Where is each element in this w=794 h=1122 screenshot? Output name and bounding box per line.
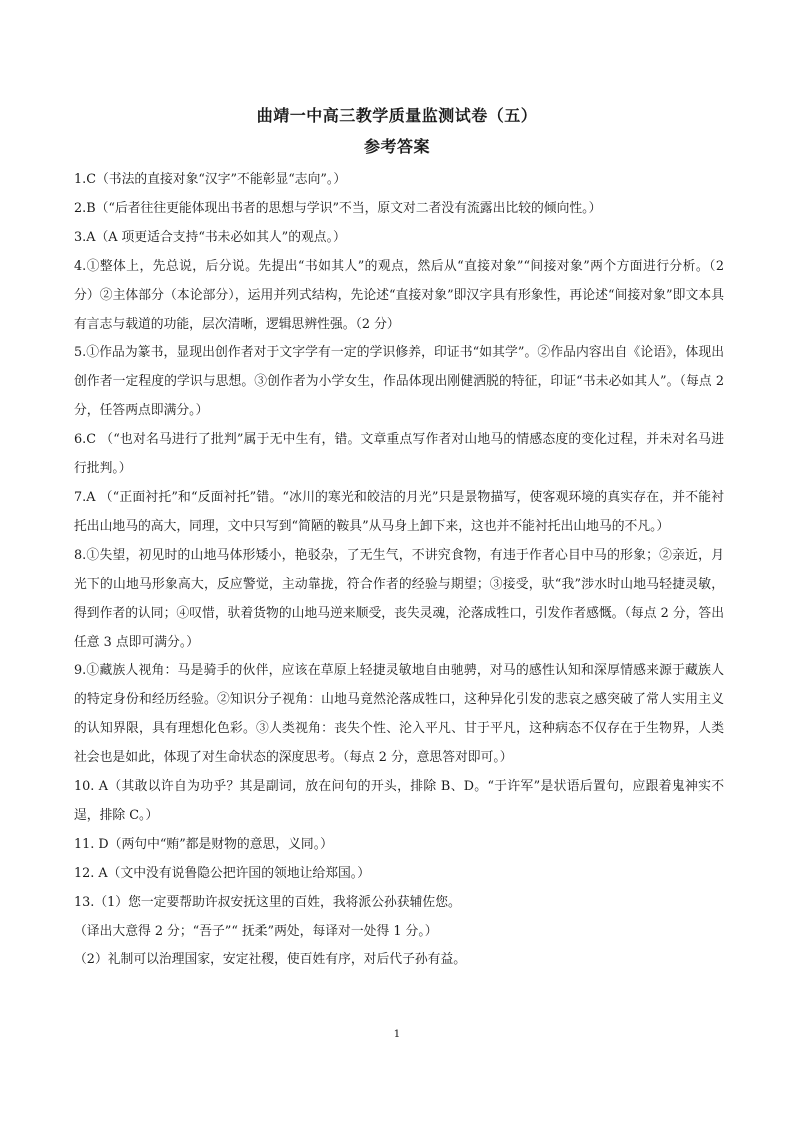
answer-5: 5.①作品为篆书，显现出创作者对于文字学有一定的学识修养，印证书“如其学”。②作品内容出自《论语》，体现出创作者一定程度的学识与思想。③创作者为小学女生，作品体现出刚健洒脱的特征，印证“书未必如其人”。（每点 2 分，任答两点即满分。）: [74, 345, 724, 419]
answer-13-1: 13.（1）您一定要帮助许叔安抚这里的百姓，我将派公孙获辅佐您。: [74, 894, 461, 910]
answer-6: 6.C （“也对名马进行了批判”属于无中生有，错。文章重点写作者对山地马的情感态度的变化过程，并未对名马进行批判。）: [74, 432, 724, 477]
answer-4: 4.①整体上，先总说，后分说。先提出“书如其人”的观点，然后从“直接对象”“间接对象”两个方面进行分析。（2 分）②主体部分（本论部分），运用并列式结构，先论述“直接对象”即汉字具有形象性，再论述“间接对象”即文本具有言志与载道的功能，层次清晰，逻辑思辨性强。（2 分）: [74, 258, 724, 332]
answer-2: 2.B（“后者往往更能体现出书者的思想与学识”不当，原文对二者没有流露出比较的倾向性。）: [74, 200, 602, 216]
answer-9: 9.①藏族人视角：马是骑手的伙伴，应该在草原上轻捷灵敏地自由驰骋，对马的感性认知和深厚情感来源于藏族人的特定身份和经历经验。②知识分子视角：山地马竟然沦落成牲口，这种异化引发的悲哀之感突破了常人实用主义的认知界限，具有理想化色彩。③人类视角：丧失个性、沦入平凡、甘于平凡，这种病态不仅存在于生物界，人类社会也是如此，体现了对生命状态的深度思考。（每点 2 分，意思答对即可。）: [74, 663, 724, 766]
document-title: 曲靖一中高三教学质量监测试卷（五）: [256, 106, 538, 125]
answer-7: 7.A （“正面衬托”和“反面衬托”错。“冰川的寒光和皎洁的月光”只是景物描写，使客观环境的真实存在，并不能衬托出山地马的高大，同理，文中只写到“简陋的鞍具”从马身上卸下来，这也并不能衬托出山地马的不凡。）: [74, 489, 724, 534]
answer-12: 12. A（文中没有说鲁隐公把许国的领地让给郑国。）: [74, 865, 370, 881]
answer-10: 10. A（其敢以许自为功乎？其是副词，放在问句的开头，排除 B、D。“于许军”是状语后置句，应跟着鬼神实不逞，排除 C。）: [74, 779, 724, 823]
answer-1: 1.C（书法的直接对象“汉字”不能彰显“志向”。）: [74, 172, 347, 187]
answer-13-note: （译出大意得 2 分；“吾子”“ 抚柔”两处，每译对一处得 1 分。）: [74, 923, 438, 939]
page-number: 1: [393, 1028, 401, 1040]
answer-11: 11. D（两句中“贿”都是财物的意思，义同。）: [74, 836, 333, 852]
answer-8: 8.①失望，初见时的山地马体形矮小，艳驳杂，了无生气，不讲究食物，有违于作者心目中马的形象；②亲近，月光下的山地马形象高大，反应警觉，主动靠拢，符合作者的经验与期望；③接受，驮“我”涉水时山地马轻捷灵敏，得到作者的认同；④叹惜，驮着货物的山地马逆来顺受，丧失灵魂，沦落成牲口，引发作者感慨。（每点 2 分，答出任意 3 点即可满分。）: [74, 547, 724, 650]
document-subtitle: 参考答案: [363, 137, 430, 156]
answer-13-2: （2）礼制可以治理国家，安定社稷，使百姓有序，对后代子孙有益。: [74, 952, 467, 968]
answer-list: [74, 166, 724, 975]
answer-3: 3.A（A 项更适合支持“书未必如其人”的观点。）: [74, 229, 346, 245]
